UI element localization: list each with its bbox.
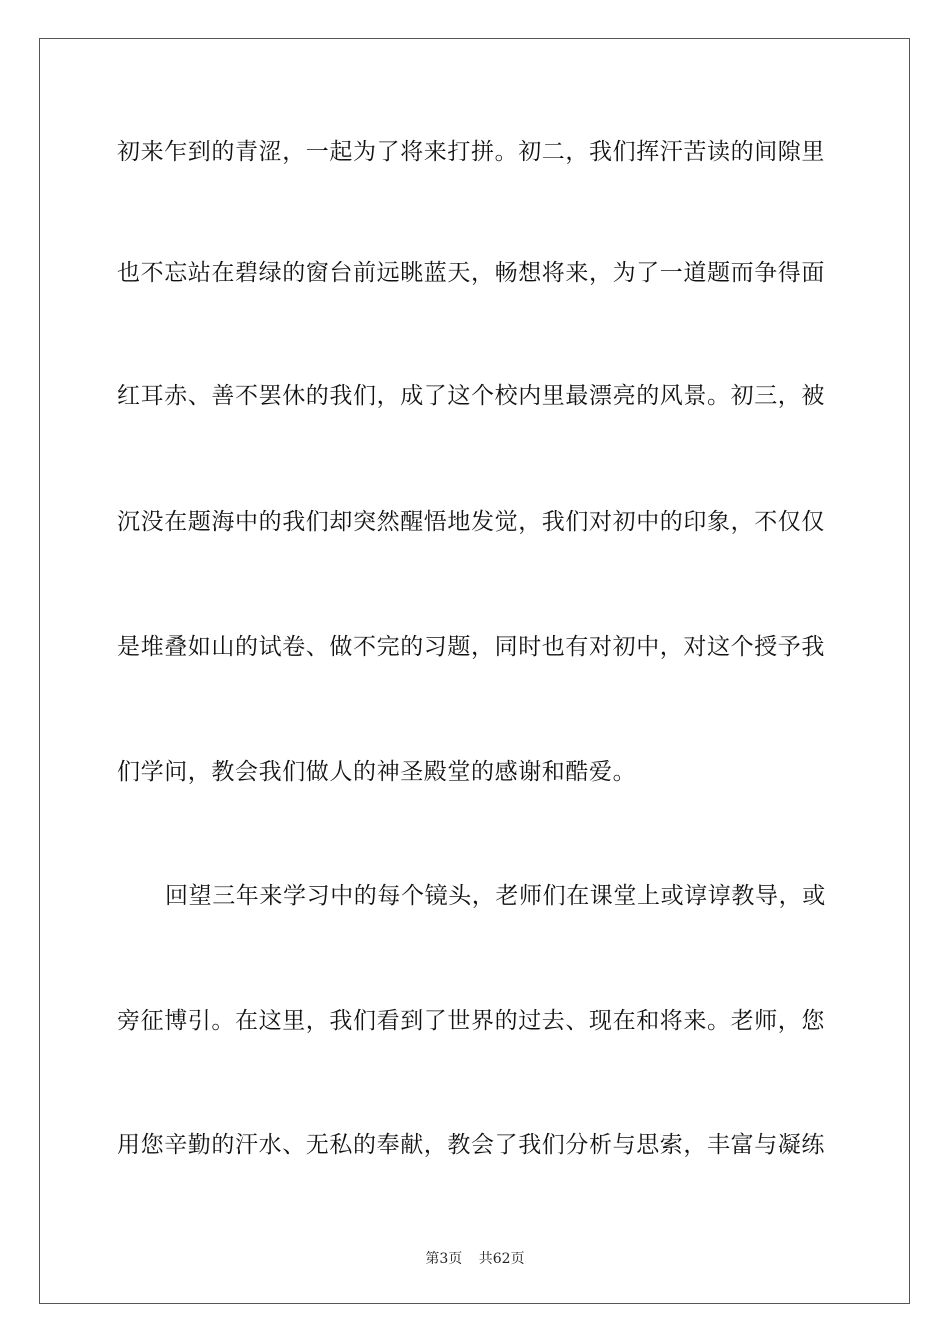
paragraph-line: 用您辛勤的汗水、无私的奉献，教会了我们分析与思索，丰富与凝练 <box>117 1132 825 1158</box>
page-number: 第3页 <box>425 1251 463 1267</box>
paragraph-line: 旁征博引。在这里，我们看到了世界的过去、现在和将来。老师，您 <box>117 1008 825 1034</box>
page-total: 共62页 <box>478 1251 525 1267</box>
paragraph-line: 回望三年来学习中的每个镜头，老师们在课堂上或谆谆教导，或 <box>165 883 826 909</box>
paragraph-line: 沉没在题海中的我们却突然醒悟地发觉，我们对初中的印象，不仅仅 <box>117 509 825 535</box>
paragraph-line: 是堆叠如山的试卷、做不完的习题，同时也有对初中，对这个授予我 <box>117 634 825 660</box>
paragraph-line: 红耳赤、善不罢休的我们，成了这个校内里最漂亮的风景。初三，被 <box>117 383 825 409</box>
page-footer <box>0 1248 950 1268</box>
paragraph-line: 初来乍到的青涩，一起为了将来打拼。初二，我们挥汗苦读的间隙里 <box>117 139 825 165</box>
page-frame <box>39 38 910 1304</box>
paragraph-line: 也不忘站在碧绿的窗台前远眺蓝天，畅想将来，为了一道题而争得面 <box>117 260 825 286</box>
paragraph-line: 们学问，教会我们做人的神圣殿堂的感谢和酷爱。 <box>117 759 637 785</box>
